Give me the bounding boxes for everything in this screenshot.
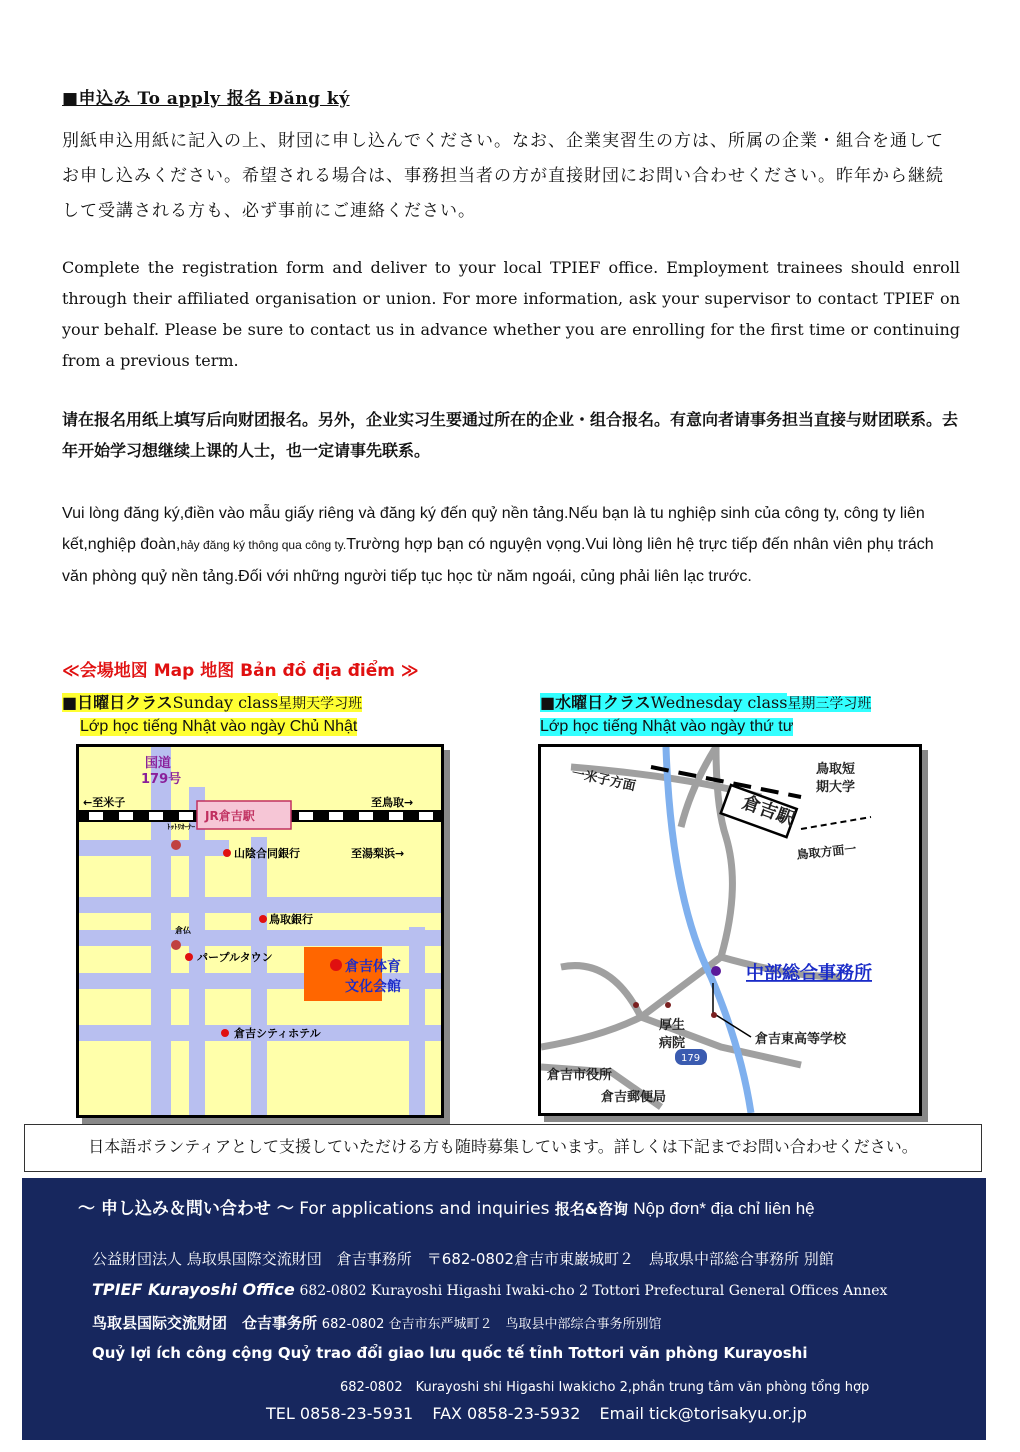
office-label: 中部総合事務所	[746, 963, 872, 984]
contact-phone-line	[266, 1404, 807, 1423]
contact-panel	[22, 1178, 986, 1440]
station-label: 倉吉駅	[739, 791, 798, 831]
contact-heading	[78, 1194, 815, 1219]
route-number-label: 179	[681, 1053, 701, 1064]
vi-text-part-1: Vui lòng đăng ký,điền vào mẫu giấy riêng và đăng ký đến quỷ nền tảng.Nếu bạn là tu nghiệp sinh của công ty, công ty liên kết,nghiệp đoàn,	[62, 505, 925, 553]
wednesday-map-drawing	[541, 747, 919, 1113]
hospital-label-line2: 病院	[659, 1036, 686, 1051]
to-yurihama-label: 至湯梨浜→	[351, 847, 405, 860]
bank2-label: 鳥取銀行	[269, 913, 313, 926]
station-label: JR倉吉駅	[205, 809, 255, 823]
contact-heading-vi: Nộp đơn* địa chỉ liên hệ	[633, 1199, 815, 1218]
contact-zh-address: 682-0802 仓吉市东严城町２ 鸟取县中部综合事务所别馆	[321, 1317, 662, 1332]
college-label-line1: 鳥取短	[816, 762, 856, 777]
wednesday-venue-map	[538, 744, 922, 1116]
purple-town-label: パープルタウン	[197, 951, 273, 964]
contact-vi-address: 682-0802 Kurayoshi shi Higashi Iwakicho 2,phần trung tâm văn phòng tổng hợp	[340, 1380, 870, 1395]
sunday-class-jp: ■日曜日クラス	[62, 693, 173, 712]
bank1-label: 山陰合同銀行	[234, 847, 300, 860]
wednesday-class-jp: ■水曜日クラス	[540, 693, 651, 712]
contact-heading-en: For applications and inquiries	[299, 1199, 550, 1219]
wednesday-class-en: Wednesday class	[650, 693, 788, 712]
contact-fax: FAX 0858-23-5932	[432, 1404, 581, 1423]
route-number-label: 179号	[141, 772, 182, 787]
apply-vietnamese-text	[62, 498, 960, 592]
wednesday-class-label	[540, 690, 871, 713]
sunday-class-vi: Lớp học tiếng Nhật vào ngày Chủ Nhật	[80, 718, 358, 735]
wednesday-class-vi: Lớp học tiếng Nhật vào ngày thứ tư	[540, 718, 794, 735]
wednesday-class-zh: 星期三学习班	[787, 696, 872, 712]
contact-jp-address: 公益財団法人 鳥取県国際交流財団 倉吉事務所 〒682-0802倉吉市東巌城町２ 鳥取県中部総合事務所 別館	[92, 1250, 834, 1268]
contact-en-address: 682-0802 Kurayoshi Higashi Iwaki-cho 2 Tottori Prefectural General Offices Annex	[299, 1283, 888, 1299]
contact-en-name: TPIEF Kurayoshi Office	[92, 1280, 295, 1299]
contact-heading-jp: ～ 申し込み＆問い合わせ ～	[78, 1199, 294, 1219]
to-yonago-label: 一米子方面	[570, 766, 637, 795]
rail-line-east	[801, 817, 871, 829]
school-label: 倉吉東高等学校	[755, 1032, 847, 1047]
map-heading: ≪会場地図 Map 地图 Bản đồ địa điểm ≫	[62, 661, 419, 681]
to-yonago-label: ←至米子	[83, 796, 126, 809]
college-label-line2: 期大学	[816, 780, 856, 795]
to-tottori-label: 鳥取方面一	[795, 841, 858, 862]
hotel-label: 倉吉シティホテル	[234, 1027, 321, 1040]
contact-email[interactable]: Email tick@torisakyu.or.jp	[599, 1404, 807, 1423]
post-office-label: 倉吉郵便局	[601, 1090, 667, 1105]
sunday-map-drawing	[79, 747, 441, 1115]
contact-zh-name: 鸟取县国际交流财团 仓吉事务所	[92, 1314, 318, 1332]
contact-tel: TEL 0858-23-5931	[266, 1404, 414, 1423]
volunteer-notice: 日本語ボランティアとして支援していただける方も随時募集しています。詳しくは下記までお問い合わせください。	[24, 1124, 982, 1172]
vi-text-part-2: Trường hợp bạn có nguyện vọng.Vui lòng liên hệ trực tiếp đến nhân viên phụ trách văn phòng quỷ nền tảng.Đối với những người tiếp tục học từ năm ngoái, củng phải liên lạc trước.	[62, 536, 934, 585]
to-tottori-label: 至鳥取→	[371, 796, 414, 809]
contact-vi-name: Quỷ lợi ích công cộng Quỷ trao đổi giao lưu quốc tế tỉnh Tottori văn phòng Kurayoshi	[92, 1344, 808, 1362]
contact-zh-line	[92, 1312, 662, 1333]
vi-text-small: hảy đăng ký thông qua công ty.	[180, 538, 347, 552]
sunday-class-en: Sunday class	[172, 693, 279, 712]
apply-heading: ■申込み To apply 报名 Đăng ký	[62, 89, 350, 109]
sunday-class-label	[62, 690, 362, 713]
sunday-class-zh: 星期天学习班	[278, 696, 363, 712]
venue-label-line2: 文化会館	[345, 979, 401, 995]
contact-en-line	[92, 1280, 887, 1299]
sunday-venue-map	[76, 744, 444, 1118]
store-label: ﾄｯﾄﾘｵｰﾅｰ	[167, 823, 195, 831]
contact-heading-zh: 报名&咨询	[554, 1200, 628, 1218]
apply-english-text: Complete the registration form and deliver to your local TPIEF office. Employment trainees should enroll through their affiliated organisation or union. For more information, ask your supervisor to contact TPIEF on your behalf. Please be sure to contact us in advance whether you are enrolling for the first time or continuing from a previous term.	[62, 258, 960, 370]
apply-chinese-text: 请在报名用纸上填写后向财团报名。另外，企业实习生要通过所在的企业・组合报名。有意向者请事务担当直接与财团联系。去年开始学习想继续上课的人士，也一定请事先联系。	[62, 410, 959, 460]
hospital-label-line1: 厚生	[659, 1018, 686, 1033]
apply-japanese-text: 別紙申込用紙に記入の上、財団に申し込んでください。なお、企業実習生の方は、所属の企業・組合を通してお申し込みください。希望される場合は、事務担当者の方が直接財団にお問い合わせください。昨年から継続して受講される方も、必ず事前にご連絡ください。	[62, 131, 944, 221]
venue-label-line1: 倉吉体育	[345, 959, 401, 975]
city-hall-label: 倉吉市役所	[547, 1068, 613, 1083]
kurabutsu-label: 倉仏	[175, 926, 191, 935]
route-label: 国道	[145, 756, 172, 771]
